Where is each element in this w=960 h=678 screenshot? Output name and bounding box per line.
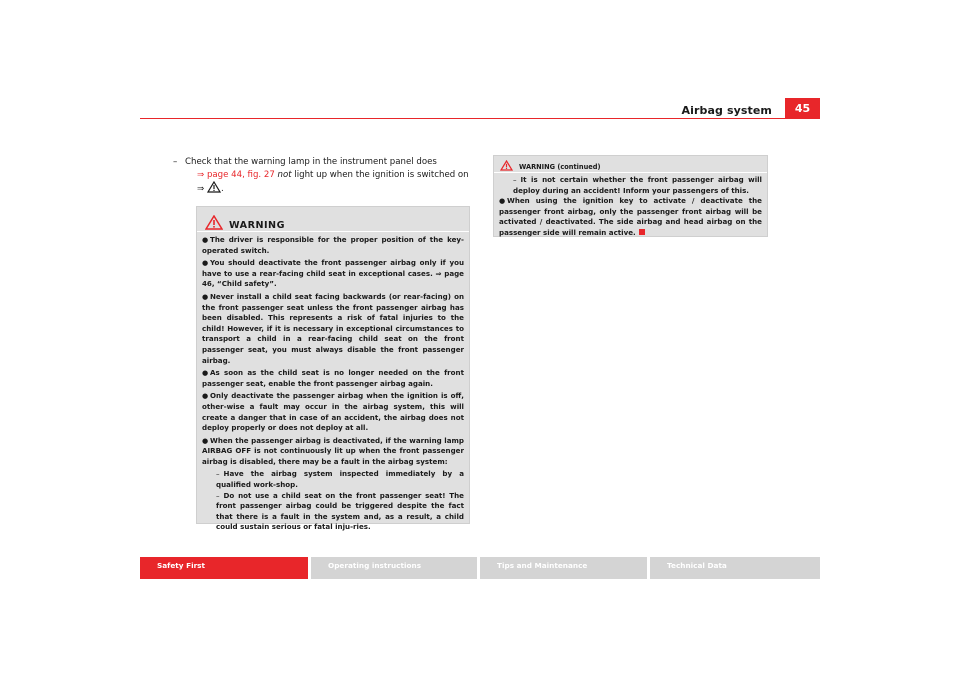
warning-heading-divider bbox=[197, 231, 469, 232]
warning-continued-heading bbox=[500, 160, 601, 173]
warning-item-text: As soon as the child seat is no longer needed on the front passenger seat, enable the front passenger airbag again. bbox=[202, 368, 464, 388]
step-line-3-end: . bbox=[220, 184, 224, 195]
end-of-section-icon bbox=[639, 229, 645, 235]
tab-safety-first[interactable]: Safety First bbox=[140, 557, 308, 579]
warning-item bbox=[202, 292, 464, 366]
page-reference-arrow[interactable]: ⇒ bbox=[197, 169, 207, 180]
warning-item bbox=[202, 391, 464, 433]
warning-subitem bbox=[202, 469, 464, 490]
warning-item-text: When using the ignition key to activate / deactivate the passenger front airbag, only the passenger front airbag will be activated / deactivated. The side airbag and head airbag on the passenger side will remain active. bbox=[499, 196, 762, 237]
running-header-title: Airbag system bbox=[681, 104, 772, 117]
tab-tips-and-maintenance[interactable]: Tips and Maintenance bbox=[480, 557, 647, 579]
bullet-icon: ● bbox=[499, 196, 506, 206]
step-line-1: Check that the warning lamp in the instrument panel does bbox=[185, 157, 437, 167]
page-reference-link[interactable]: page 44, fig. 27 bbox=[206, 169, 275, 180]
warning-heading-text: WARNING bbox=[229, 220, 285, 231]
warning-triangle-icon[interactable] bbox=[207, 181, 221, 193]
warning-item bbox=[202, 368, 464, 389]
warning-item bbox=[499, 196, 762, 238]
warning-triangle-icon bbox=[500, 160, 513, 171]
bullet-icon: ● bbox=[202, 258, 209, 268]
sub-dash: – bbox=[513, 175, 517, 184]
warning-item-text: Only deactivate the passenger airbag when the ignition is off, other-wise a fault may occur in the airbag system, this will create a danger that in case of an accident, the airbag does not deploy properly or does not deploy at all. bbox=[202, 391, 464, 433]
bullet-icon: ● bbox=[202, 435, 209, 445]
warning-item bbox=[202, 258, 464, 290]
bullet-icon: ● bbox=[202, 391, 209, 401]
warning-reference-arrow[interactable]: ⇒ bbox=[197, 184, 207, 195]
sub-dash: – bbox=[216, 469, 220, 479]
warning-item-text: Never install a child seat facing backwards (or rear-facing) on the front passenger seat unless the front passenger airbag has been disabled. This represents a risk of fatal injuries to the child! However, if it is necessary in exceptional circumstances to transport a child in a rear-facing child seat on the front passenger seat, you must always disable the front passenger airbag. bbox=[202, 291, 464, 365]
warning-box bbox=[196, 206, 470, 532]
bullet-icon: ● bbox=[202, 368, 209, 378]
bullet-icon: ● bbox=[202, 291, 209, 301]
warning-item-text: When the passenger airbag is deactivated, if the warning lamp AIRBAG OFF is not continuously lit up when the front passenger airbag is disabled, there may be a fault in the airbag system: bbox=[202, 435, 464, 466]
warning-subitem bbox=[499, 175, 762, 196]
warning-heading-divider bbox=[494, 172, 767, 173]
step-line-3 bbox=[173, 181, 473, 196]
tab-operating-instructions[interactable]: Operating instructions bbox=[311, 557, 477, 579]
tab-technical-data[interactable]: Technical Data bbox=[650, 557, 820, 579]
warning-item-text: The driver is responsible for the proper position of the key-operated switch. bbox=[202, 235, 464, 255]
warning-heading bbox=[205, 215, 285, 232]
step-line-2-rest: light up when the ignition is switched on bbox=[291, 169, 469, 180]
page-number: 45 bbox=[785, 98, 820, 119]
warning-subitem-text: Have the airbag system inspected immediately by a qualified work-shop. bbox=[216, 469, 464, 490]
bullet-icon: ● bbox=[202, 235, 209, 244]
warning-subitem-text: Do not use a child seat on the front passenger seat! The front passenger airbag could be triggered despite the fact that there is a fault in the system and, as a result, a child could sustain serious or fatal inju-ries. bbox=[216, 490, 464, 532]
warning-box-continued bbox=[493, 155, 768, 237]
sub-dash: – bbox=[216, 490, 220, 500]
warning-subitem bbox=[202, 491, 464, 533]
step-line-2 bbox=[173, 169, 473, 182]
footer-navigation bbox=[140, 557, 820, 579]
warning-triangle-icon bbox=[205, 215, 223, 230]
warning-item bbox=[202, 235, 464, 256]
warning-continued-heading-text: WARNING (continued) bbox=[519, 163, 601, 171]
emphasis-not: not bbox=[277, 169, 292, 180]
warning-subitem-text: It is not certain whether the front passenger airbag will deploy during an accident! Inform your passengers of this. bbox=[513, 175, 762, 195]
warning-item bbox=[202, 436, 464, 468]
step-dash: – bbox=[173, 157, 178, 167]
instruction-step bbox=[173, 156, 473, 196]
warning-item-text: You should deactivate the front passenger airbag only if you have to use a rear-facing child seat in exceptional cases. ⇒ page 46, “Child safety”. bbox=[202, 258, 464, 289]
header-rule bbox=[140, 118, 820, 119]
